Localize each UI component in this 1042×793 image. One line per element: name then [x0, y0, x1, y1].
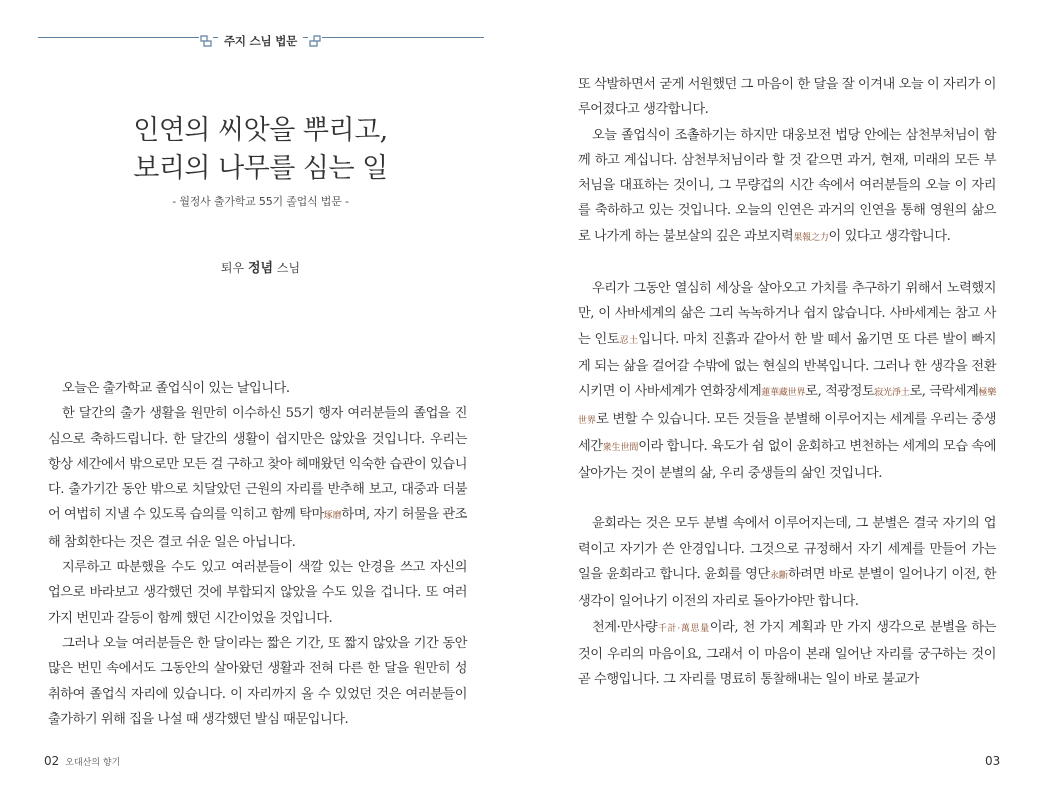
- right-page: [521, 0, 1042, 793]
- hanja-annotation: 衆生世間: [602, 442, 639, 453]
- paragraph: [578, 72, 996, 123]
- author-name: 정념: [247, 261, 274, 276]
- article-title: [0, 112, 521, 188]
- paragraph: [48, 376, 467, 401]
- title-line-2: 보리의 나무를 심는 일: [133, 153, 388, 184]
- hanja-annotation: 琢磨: [323, 511, 342, 522]
- paragraph-gap: [578, 486, 996, 511]
- hanja-annotation: 極樂世界: [578, 388, 996, 426]
- left-body-text: [48, 376, 467, 732]
- hanja-annotation: 果報之力: [793, 232, 829, 243]
- author-prefix: 퇴우: [220, 261, 245, 275]
- title-line-1: 인연의 씨앗을 뿌리고,: [133, 115, 388, 146]
- text-run: 이 있다고 생각합니다.: [828, 228, 951, 244]
- paragraph-gap: [578, 251, 996, 276]
- footer-left: [44, 754, 120, 768]
- text-run: 그러나 오늘 여러분들은 한 달이라는 짧은 기간, 또 짧지 않았을 기간 동안 많은 번민 속에서도 그동안의 살아왔던 생활과 전혀 다른 한 달을 원만히 성취하여 졸업식 자리에 있습니다. 이 자리까지 올 수 있었던 것은 여러분들이 출가하기 위해 집을 나설 때 생각했던 발심 때문입니다.: [48, 635, 467, 727]
- running-header: [0, 30, 521, 52]
- text-run: 입니다. 마치 진흙과 같아서 한 발 떼서 옮기면 또 다른 발이 빠지게 되는 삶을 걸어갈 수밖에 없는 현실의 반복입니다. 그러나 한 생각을 전환시키면 이 사바세계가 연화장세계: [578, 331, 996, 400]
- text-run: 로, 극락세계: [909, 384, 979, 400]
- text-run: 지루하고 따분했을 수도 있고 여러분들이 색깔 있는 안경을 쓰고 자신의 업으로 바라보고 생각했던 것에 부합되지 않았을 수도 있을 겁니다. 또 여러 가지 번민과 갈등이 함께 했던 시간이었을 것입니다.: [48, 560, 467, 626]
- text-run: 우리가 그동안 열심히 세상을 살아오고 가치를 추구하기 위해서 노력했지만, 이 사바세계의 삶은 그리 녹녹하거나 쉽지 않습니다. 사바세계는 참고 사는 인토: [578, 281, 996, 347]
- paragraph: [48, 555, 467, 631]
- page-number-right: 03: [985, 754, 1001, 768]
- text-run: 하려면 바로 분별이 일어나기 이전, 한 생각이 일어나기 이전의 자리로 돌아가야만 합니다.: [578, 567, 996, 610]
- publication-name: 오대산의 향기: [65, 758, 121, 768]
- right-body-text: [578, 72, 996, 693]
- text-run: 윤회라는 것은 모두 분별 속에서 이루어지는데, 그 분별은 결국 자기의 업력이고 자기가 쓴 안경입니다. 그것으로 규정해서 자기 세계를 만들어 가는 일을 윤회라고 합니다. 윤회를 영단: [578, 516, 996, 583]
- text-run: 이라, 천 가지 계획과 만 가지 생각으로 분별을 하는 것이 우리의 마음이요, 그래서 이 마음이 본래 일어난 자리를 궁구하는 것이 곧 수행입니다. 그 자리를 명료히 통찰해내는 일이 바로 불교가: [578, 619, 996, 688]
- author-suffix: 스님: [276, 261, 301, 275]
- paragraph: [578, 123, 996, 251]
- footer-right: [985, 754, 1000, 768]
- paragraph: [48, 401, 467, 555]
- bracket-ornament-icon: [199, 34, 213, 48]
- hanja-annotation: 寂光淨土: [874, 388, 910, 399]
- text-run: 하며, 자기 허물을 관조해 참회한다는 것은 결코 쉬운 일은 아닙니다.: [48, 507, 467, 550]
- author-byline: [0, 257, 521, 276]
- article-subtitle: - 월정사 출가학교 55기 졸업식 법문 -: [172, 195, 349, 208]
- page-number-left: 02: [44, 754, 60, 768]
- hanja-annotation: 蓮華藏世界: [761, 388, 806, 399]
- hanja-annotation: 忍土: [619, 335, 639, 346]
- text-run: 오늘은 출가학교 졸업식이 있는 날입니다.: [62, 381, 290, 396]
- paragraph: [578, 615, 996, 693]
- hanja-annotation: 永斷: [769, 571, 789, 582]
- text-run: 로 변할 수 있습니다. 모든 것들을 분별해 이루어지는 세계를 우리는 중생세간: [578, 411, 996, 454]
- paragraph: [578, 276, 996, 486]
- text-run: 로, 적광정토: [805, 384, 875, 400]
- text-run: 한 달간의 출가 생활을 원만히 이수하신 55기 행자 여러분들의 졸업을 진심으로 축하드립니다. 한 달간의 생활이 쉽지만은 않았을 것입니다. 우리는 항상 세간에서 밖으로만 모든 걸 구하고 찾아 헤매왔던 익숙한 습관이 있습니다. 출가기간 동안 밖으로 치달았던 근원의 자리를 반추해 보고, 대중과 더불어 여법히 지낼 수 있도록 습의를 익히고 함께 탁마: [48, 406, 467, 523]
- header-label: 주지 스님 법문: [218, 30, 303, 52]
- paragraph: [48, 631, 467, 732]
- hanja-annotation: 千計·萬思量: [657, 623, 710, 634]
- text-run: 이라 합니다. 육도가 쉼 없이 윤회하고 변천하는 세계의 모습 속에 살아가는 것이 분별의 삶, 우리 중생들의 삶인 것입니다.: [578, 438, 997, 482]
- bracket-ornament-icon: [308, 34, 322, 48]
- text-run: 또 삭발하면서 굳게 서원했던 그 마음이 한 달을 잘 이겨내 오늘 이 자리가 이루어졌다고 생각합니다.: [578, 77, 996, 118]
- text-run: 오늘 졸업식이 조촐하기는 하지만 대웅보전 법당 안에는 삼천부처님이 함께 하고 계십니다. 삼천부처님이라 할 것 같으면 과거, 현재, 미래의 모든 부처님을 대표하는 것이니, 그 무량겁의 시간 속에서 여러분들의 오늘 이 자리를 축하하고 있는 것입니다. 오늘의 인연은 과거의 인연을 통해 영원의 삶으로 나가게 하는 불보살의 깊은 과보지력: [578, 127, 996, 244]
- text-run: 천계·만사량: [592, 619, 658, 635]
- paragraph: [578, 511, 996, 614]
